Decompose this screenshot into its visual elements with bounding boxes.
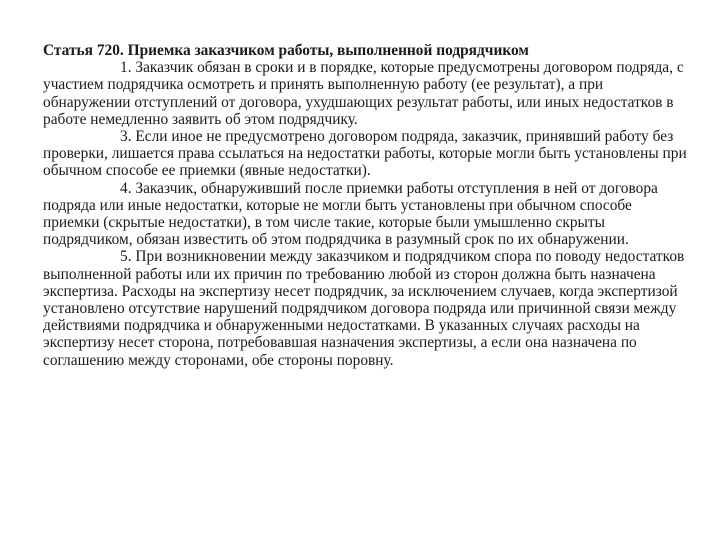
paragraph-5: 5. При возникновении между заказчиком и подрядчиком спора по поводу недостатков выполненной работы или их причин по требованию любой из сторон должна быть назначена экспертиза. Расходы на экспертизу несет подрядчик, за исключением случаев, когда экспертизой установлено отсутствие нарушений подрядчиком договора подряда или причинной связи между действиями подрядчика и обнаруженными недостатками. В указанных случаях расходы на экспертизу несет сторона, потребовавшая назначения экспертизы, а если она назначена по соглашению между сторонами, обе стороны поровну. bbox=[43, 248, 685, 369]
paragraph-3: 3. Если иное не предусмотрено договором подряда, заказчик, принявший работу без проверки, лишается права ссылаться на недостатки работы, которые могли быть установлены при обычном способе ее приемки (явные недостатки). bbox=[43, 128, 687, 180]
document-page bbox=[43, 42, 691, 369]
paragraph-4: 4. Заказчик, обнаруживший после приемки работы отступления в ней от договора подряда или иные недостатки, которые не могли быть установлены при обычном способе приемки (скрытые недостатки), в том числе такие, которые были умышленно скрыты подрядчиком, обязан известить об этом подрядчика в разумный срок по их обнаружении. bbox=[43, 179, 658, 249]
paragraph-1: 1. Заказчик обязан в сроки и в порядке, которые предусмотрены договором подряда, с участием подрядчика осмотреть и принять выполненную работу (ее результат), а при обнаружении отступлений от договора, ухудшающих результат работы, или иных недостатков в работе немедленно заявить об этом подрядчику. bbox=[43, 59, 684, 128]
article-title: Статья 720. Приемка заказчиком работы, выполненной подрядчиком bbox=[43, 42, 529, 59]
